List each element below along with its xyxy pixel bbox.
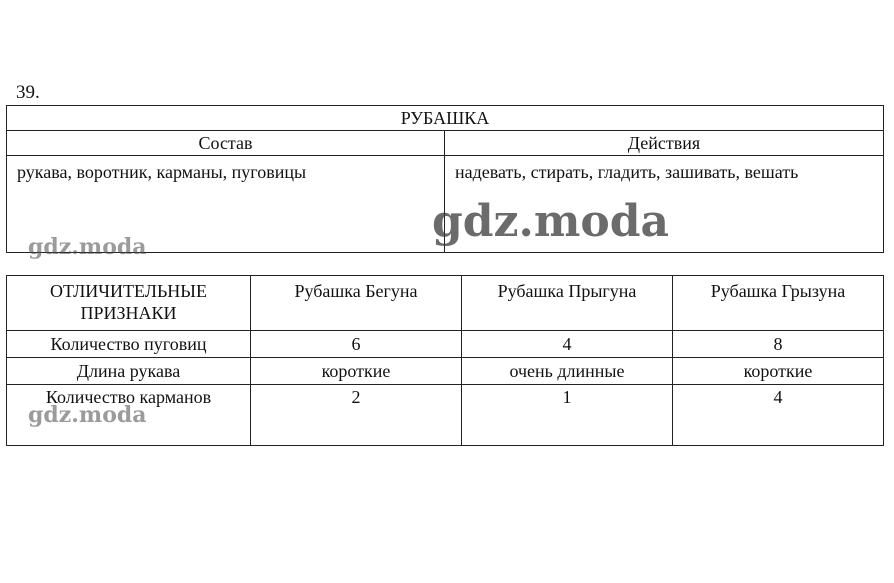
table-cell: 4: [673, 385, 884, 446]
watermark-small-top: gdz.moda: [28, 234, 147, 260]
table-cell: короткие: [673, 358, 884, 385]
table-row: [7, 331, 884, 358]
table-title: РУБАШКА: [7, 106, 884, 131]
table-cell: 2: [251, 385, 462, 446]
header-row: [7, 276, 884, 331]
table-cell: 6: [251, 331, 462, 358]
header-jumper-shirt: Рубашка Прыгуна: [462, 276, 673, 331]
header-features: ОТЛИЧИТЕЛЬНЫЕ ПРИЗНАКИ: [7, 276, 251, 331]
watermark-small-bottom: gdz.moda: [28, 402, 147, 428]
header-runner-shirt: Рубашка Бегуна: [251, 276, 462, 331]
table-cell: короткие: [251, 358, 462, 385]
header-actions: Действия: [445, 131, 884, 156]
row-label: Количество карманов: [7, 385, 251, 446]
row-label: Длина рукава: [7, 358, 251, 385]
actions-cell: надевать, стирать, гладить, зашивать, вешать: [445, 156, 884, 253]
composition-cell: рукава, воротник, карманы, пуговицы: [7, 156, 445, 253]
table-cell: 4: [462, 331, 673, 358]
table-cell: очень длинные: [462, 358, 673, 385]
header-composition: Состав: [7, 131, 445, 156]
table-row: [7, 358, 884, 385]
row-label: Количество пуговиц: [7, 331, 251, 358]
watermark-large: gdz.moda: [432, 196, 670, 247]
header-gnawer-shirt: Рубашка Грызуна: [673, 276, 884, 331]
exercise-number: 39.: [16, 82, 40, 103]
table-cell: 1: [462, 385, 673, 446]
table-cell: 8: [673, 331, 884, 358]
